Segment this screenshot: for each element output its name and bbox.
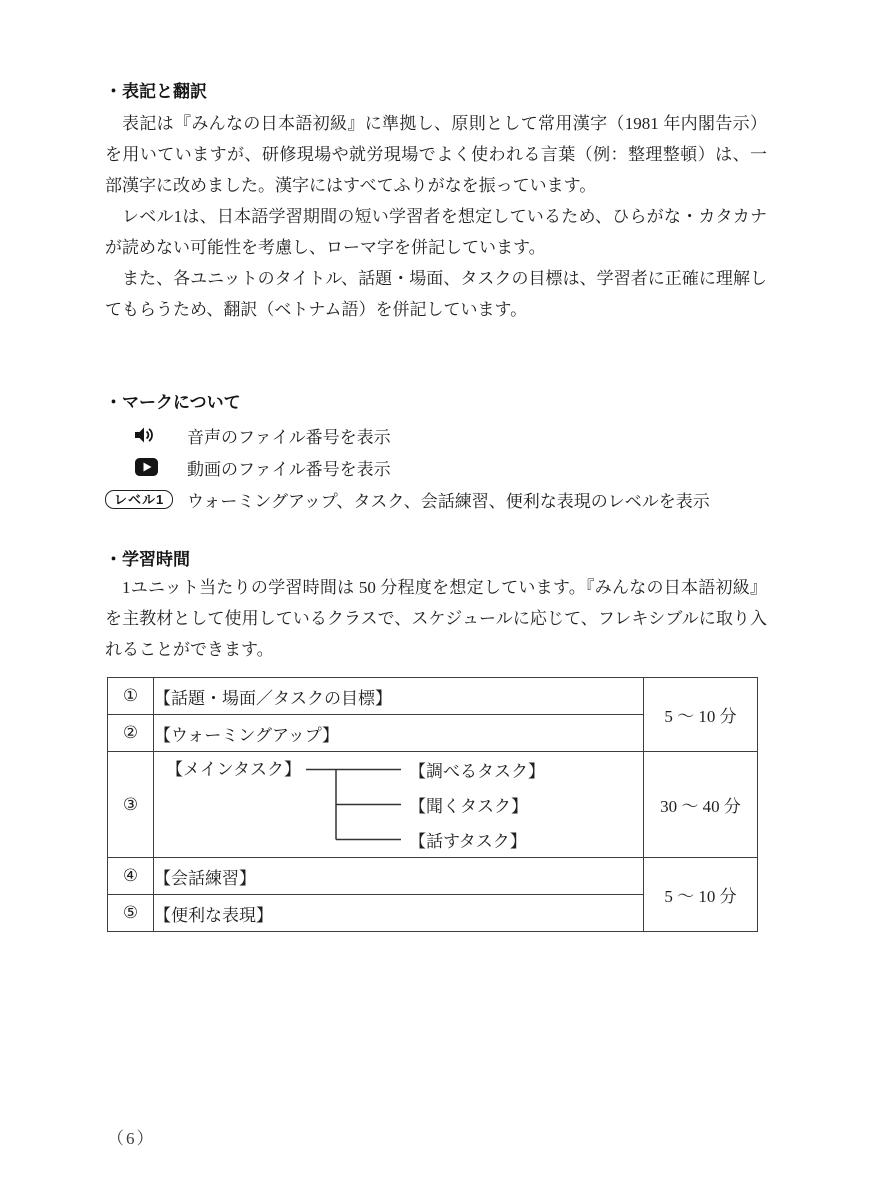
subtask-label: 【話すタスク】 bbox=[408, 832, 527, 851]
video-play-icon bbox=[135, 458, 158, 476]
page-content bbox=[105, 0, 767, 932]
section-heading-notation-translation: ・表記と翻訳 bbox=[105, 82, 207, 101]
subtask-label: 【調べるタスク】 bbox=[408, 762, 545, 781]
paragraph-notation-2: レベル1は、日本語学習期間の短い学習者を想定しているため、ひらがな・カタカナが読めない可能性を考慮し、ローマ字を併記しています。 bbox=[105, 207, 767, 257]
page-number: （6） bbox=[107, 1129, 156, 1148]
subtask-label: 【聞くタスク】 bbox=[408, 797, 528, 816]
mark-row-level bbox=[105, 483, 767, 515]
table-row bbox=[108, 752, 758, 858]
table-row bbox=[108, 678, 758, 715]
section-heading-study-time: ・学習時間 bbox=[105, 550, 190, 569]
mark-icon-cell bbox=[105, 426, 187, 444]
row-number: ③ bbox=[108, 752, 154, 858]
time-cell: 5 ～ 10 分 bbox=[644, 678, 758, 752]
time-cell: 30 ～ 40 分 bbox=[644, 752, 758, 858]
mark-label-video: 動画のファイル番号を表示 bbox=[187, 459, 391, 479]
row-content: 【話題・場面／タスクの目標】 bbox=[154, 678, 644, 715]
mark-row-video bbox=[105, 451, 767, 483]
row-content bbox=[154, 752, 644, 858]
study-time-table bbox=[107, 677, 758, 932]
task-branch-lines bbox=[306, 752, 401, 857]
mark-row-audio bbox=[105, 419, 767, 451]
row-number: ⑤ bbox=[108, 895, 154, 932]
row-number: ① bbox=[108, 678, 154, 715]
table-row bbox=[108, 858, 758, 895]
mark-label-audio: 音声のファイル番号を表示 bbox=[187, 427, 391, 447]
speaker-icon bbox=[135, 426, 155, 444]
paragraph-study-time: 1ユニット当たりの学習時間は 50 分程度を想定しています。『みんなの日本語初級』を主教材として使用しているクラスで、スケジュールに応じて、フレキシブルに取り入れることができます。 bbox=[105, 578, 767, 659]
section-heading-marks: ・マークについて bbox=[105, 393, 241, 412]
mark-icon-cell bbox=[105, 458, 187, 476]
paragraph-notation-1: 表記は『みんなの日本語初級』に準拠し、原則として常用漢字（1981 年内閣告示）を用いていますが、研修現場や就労現場でよく使われる言葉（例：整理整頓）は、一部漢字に改めました。漢字にはすべてふりがなを振っています。 bbox=[105, 114, 767, 195]
row-content: 【会話練習】 bbox=[154, 858, 644, 895]
row-number: ④ bbox=[108, 858, 154, 895]
row-content: 【ウォーミングアップ】 bbox=[154, 715, 644, 752]
time-cell: 5 ～ 10 分 bbox=[644, 858, 758, 932]
paragraph-notation-3: また、各ユニットのタイトル、話題・場面、タスクの目標は、学習者に正確に理解してもらうため、翻訳（ベトナム語）を併記しています。 bbox=[105, 269, 767, 319]
mark-icon-cell bbox=[105, 490, 187, 509]
mark-label-level: ウォーミングアップ、タスク、会話練習、便利な表現のレベルを表示 bbox=[187, 491, 710, 511]
level-1-badge: レベル1 bbox=[105, 490, 173, 509]
row-number: ② bbox=[108, 715, 154, 752]
main-task-label: 【メインタスク】 bbox=[166, 760, 301, 779]
subtask-list bbox=[409, 752, 545, 857]
main-task-diagram bbox=[154, 752, 643, 857]
row-content: 【便利な表現】 bbox=[154, 895, 644, 932]
